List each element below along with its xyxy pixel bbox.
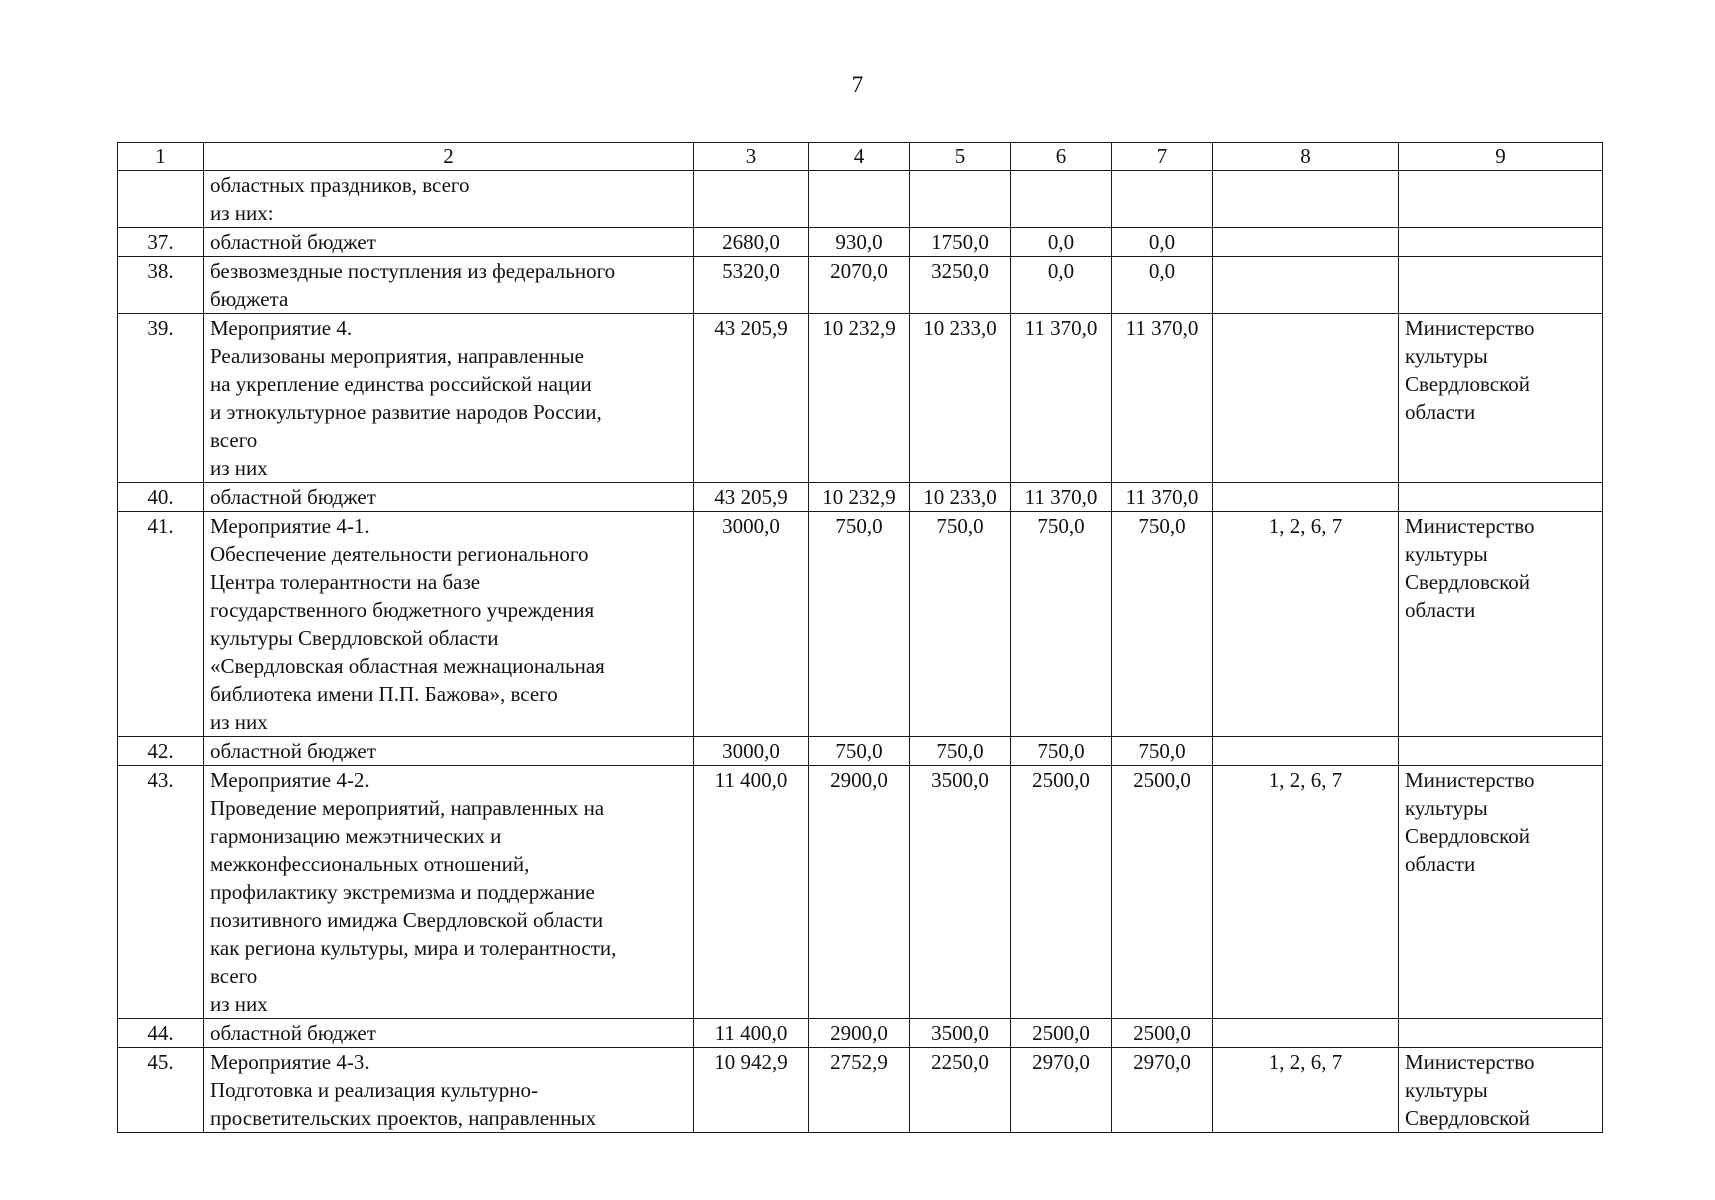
amount-cell: 2970,0 <box>1011 1048 1112 1133</box>
activity-name-cell: областных праздников, всего из них: <box>204 171 694 228</box>
row-number-cell: 39. <box>118 314 204 483</box>
amount-cell <box>910 171 1011 228</box>
amount-cell <box>1112 171 1213 228</box>
amount-cell: 10 233,0 <box>910 483 1011 512</box>
amount-cell: 0,0 <box>1011 257 1112 314</box>
amount-cell: 750,0 <box>1112 737 1213 766</box>
activity-name-cell: Мероприятие 4. Реализованы мероприятия, направленные на укрепление единства российской нации и этнокультурное развитие народов России, всего из них <box>204 314 694 483</box>
amount-cell: 750,0 <box>809 512 910 737</box>
table-row <box>118 228 1603 257</box>
amount-total-cell: 2680,0 <box>694 228 809 257</box>
amount-cell: 11 370,0 <box>1011 314 1112 483</box>
amount-cell: 0,0 <box>1112 228 1213 257</box>
activity-name-cell: областной бюджет <box>204 1019 694 1048</box>
responsible-executor-cell <box>1399 257 1603 314</box>
responsible-executor-cell <box>1399 737 1603 766</box>
amount-cell: 2500,0 <box>1112 1019 1213 1048</box>
amount-cell: 3500,0 <box>910 1019 1011 1048</box>
amount-total-cell: 10 942,9 <box>694 1048 809 1133</box>
amount-cell: 11 370,0 <box>1011 483 1112 512</box>
amount-cell: 1750,0 <box>910 228 1011 257</box>
column-header: 1 <box>118 143 204 171</box>
amount-cell: 2500,0 <box>1011 1019 1112 1048</box>
amount-cell: 2900,0 <box>809 1019 910 1048</box>
amount-cell: 2500,0 <box>1011 766 1112 1019</box>
amount-cell: 750,0 <box>910 512 1011 737</box>
amount-cell: 2970,0 <box>1112 1048 1213 1133</box>
table-row <box>118 1019 1603 1048</box>
target-indicators-cell: 1, 2, 6, 7 <box>1213 512 1399 737</box>
column-header: 6 <box>1011 143 1112 171</box>
table-body <box>118 171 1603 1133</box>
table-row <box>118 766 1603 1019</box>
target-indicators-cell: 1, 2, 6, 7 <box>1213 1048 1399 1133</box>
table-row <box>118 512 1603 737</box>
target-indicators-cell <box>1213 1019 1399 1048</box>
amount-total-cell: 3000,0 <box>694 737 809 766</box>
row-number-cell: 43. <box>118 766 204 1019</box>
row-number-cell: 41. <box>118 512 204 737</box>
target-indicators-cell <box>1213 171 1399 228</box>
amount-cell: 2070,0 <box>809 257 910 314</box>
amount-cell: 750,0 <box>809 737 910 766</box>
amount-cell: 2250,0 <box>910 1048 1011 1133</box>
table-row <box>118 171 1603 228</box>
column-header: 9 <box>1399 143 1603 171</box>
row-number-cell: 38. <box>118 257 204 314</box>
activity-name-cell: Мероприятие 4-3. Подготовка и реализация культурно- просветительских проектов, направленных <box>204 1048 694 1133</box>
column-header: 4 <box>809 143 910 171</box>
activity-name-cell: областной бюджет <box>204 228 694 257</box>
amount-cell: 2752,9 <box>809 1048 910 1133</box>
amount-total-cell: 11 400,0 <box>694 766 809 1019</box>
target-indicators-cell <box>1213 483 1399 512</box>
target-indicators-cell <box>1213 737 1399 766</box>
column-header: 3 <box>694 143 809 171</box>
amount-cell: 11 370,0 <box>1112 314 1213 483</box>
column-header: 2 <box>204 143 694 171</box>
responsible-executor-cell <box>1399 171 1603 228</box>
table-row <box>118 314 1603 483</box>
table-row <box>118 483 1603 512</box>
target-indicators-cell: 1, 2, 6, 7 <box>1213 766 1399 1019</box>
amount-cell: 3250,0 <box>910 257 1011 314</box>
amount-cell: 0,0 <box>1112 257 1213 314</box>
amount-cell: 11 370,0 <box>1112 483 1213 512</box>
amount-cell: 10 233,0 <box>910 314 1011 483</box>
column-header: 7 <box>1112 143 1213 171</box>
amount-total-cell: 5320,0 <box>694 257 809 314</box>
amount-cell: 0,0 <box>1011 228 1112 257</box>
page-number: 7 <box>851 72 864 97</box>
activity-name-cell: Мероприятие 4-2. Проведение мероприятий, направленных на гармонизацию межэтнических и межконфессиональных отношений, профилактику экстремизма и поддержание позитивного имиджа Свердловской области как региона культуры, мира и толерантности, всего из них <box>204 766 694 1019</box>
responsible-executor-cell: Министерство культуры Свердловской области <box>1399 512 1603 737</box>
responsible-executor-cell <box>1399 483 1603 512</box>
target-indicators-cell <box>1213 314 1399 483</box>
activity-name-cell: областной бюджет <box>204 483 694 512</box>
responsible-executor-cell: Министерство культуры Свердловской <box>1399 1048 1603 1133</box>
activity-name-cell: областной бюджет <box>204 737 694 766</box>
row-number-cell <box>118 171 204 228</box>
target-indicators-cell <box>1213 257 1399 314</box>
budget-table <box>117 142 1603 1133</box>
amount-cell: 2900,0 <box>809 766 910 1019</box>
row-number-cell: 37. <box>118 228 204 257</box>
column-number-header-row <box>118 143 1603 171</box>
amount-cell <box>1011 171 1112 228</box>
table-row <box>118 257 1603 314</box>
amount-total-cell: 3000,0 <box>694 512 809 737</box>
target-indicators-cell <box>1213 228 1399 257</box>
row-number-cell: 44. <box>118 1019 204 1048</box>
amount-total-cell: 43 205,9 <box>694 314 809 483</box>
table-row <box>118 737 1603 766</box>
amount-total-cell: 43 205,9 <box>694 483 809 512</box>
responsible-executor-cell <box>1399 228 1603 257</box>
amount-cell: 2500,0 <box>1112 766 1213 1019</box>
row-number-cell: 45. <box>118 1048 204 1133</box>
activity-name-cell: Мероприятие 4-1. Обеспечение деятельности регионального Центра толерантности на базе государственного бюджетного учреждения культуры Свердловской области «Свердловская областная межнациональная библиотека имени П.П. Бажова», всего из них <box>204 512 694 737</box>
row-number-cell: 40. <box>118 483 204 512</box>
amount-cell: 750,0 <box>1011 737 1112 766</box>
amount-cell: 10 232,9 <box>809 483 910 512</box>
responsible-executor-cell: Министерство культуры Свердловской области <box>1399 766 1603 1019</box>
activity-name-cell: безвозмездные поступления из федерального бюджета <box>204 257 694 314</box>
amount-cell: 750,0 <box>910 737 1011 766</box>
amount-cell: 930,0 <box>809 228 910 257</box>
amount-cell: 750,0 <box>1112 512 1213 737</box>
responsible-executor-cell <box>1399 1019 1603 1048</box>
table-row <box>118 1048 1603 1133</box>
amount-total-cell <box>694 171 809 228</box>
row-number-cell: 42. <box>118 737 204 766</box>
responsible-executor-cell: Министерство культуры Свердловской области <box>1399 314 1603 483</box>
column-header: 5 <box>910 143 1011 171</box>
amount-cell: 3500,0 <box>910 766 1011 1019</box>
amount-total-cell: 11 400,0 <box>694 1019 809 1048</box>
amount-cell <box>809 171 910 228</box>
amount-cell: 750,0 <box>1011 512 1112 737</box>
amount-cell: 10 232,9 <box>809 314 910 483</box>
column-header: 8 <box>1213 143 1399 171</box>
